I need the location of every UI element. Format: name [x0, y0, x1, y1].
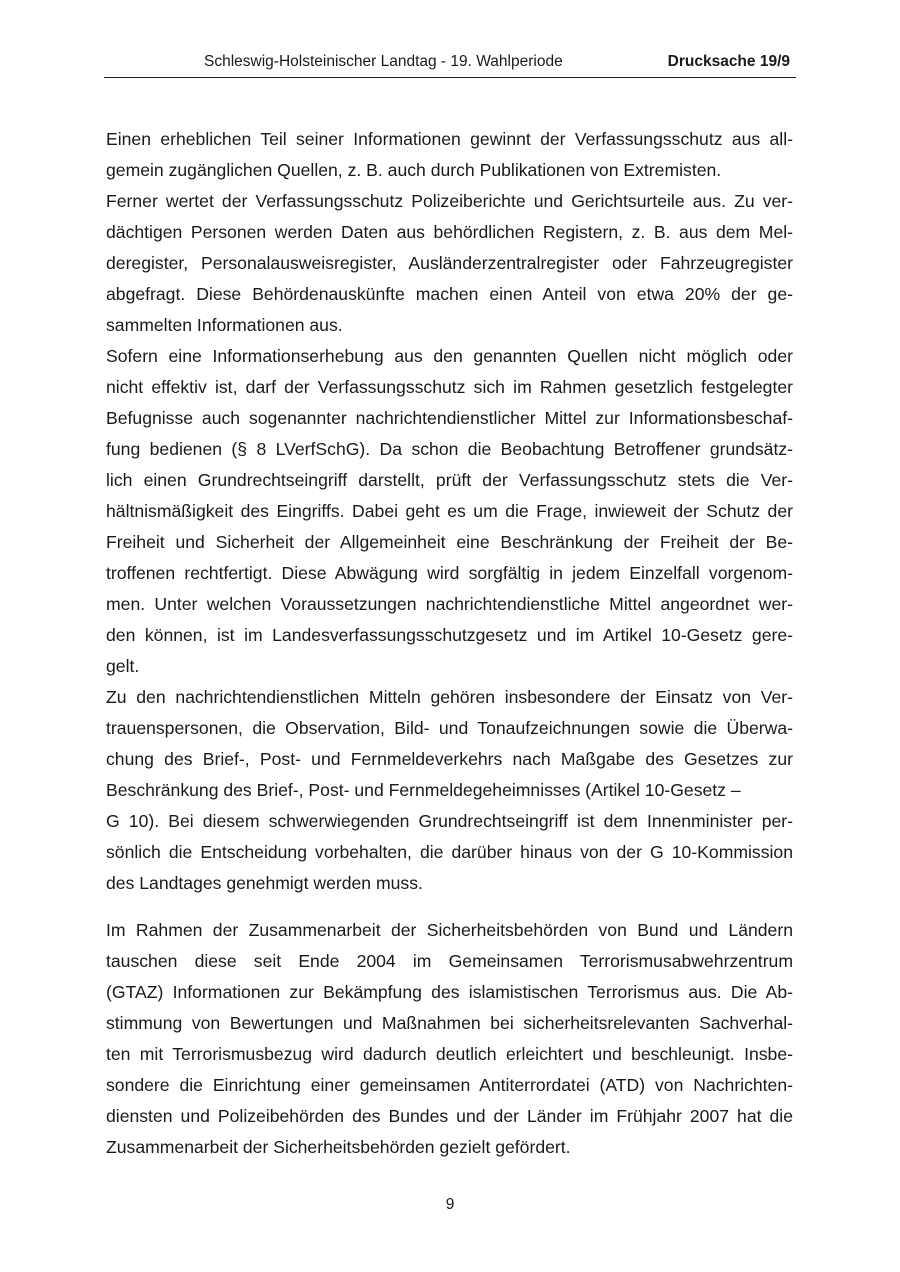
page-number: 9 [445, 1196, 455, 1213]
text-line: diensten und Polizeibehörden des Bundes und der Länder im Frühjahr 2007 hat die [106, 1106, 793, 1126]
text-line: fung bedienen (§ 8 LVerfSchG). Da schon die Beobachtung Betroffener grundsätz- [106, 439, 793, 459]
text-line: Befugnisse auch sogenannter nachrichtendienstlicher Mittel zur Informationsbeschaf- [106, 408, 793, 428]
paragraph [106, 341, 793, 682]
text-line: Einen erheblichen Teil seiner Informationen gewinnt der Verfassungsschutz aus all- [106, 129, 793, 149]
document-number: Drucksache 19/9 [667, 53, 790, 70]
text-line: (GTAZ) Informationen zur Bekämpfung des islamistischen Terrorismus aus. Die Ab- [106, 982, 793, 1002]
paragraph [106, 186, 793, 341]
paragraph-spacer [106, 899, 793, 915]
text-line: des Landtages genehmigt werden muss. [106, 873, 423, 893]
text-line: stimmung von Bewertungen und Maßnahmen bei sicherheitsrelevanten Sachverhal- [106, 1013, 793, 1033]
text-line: men. Unter welchen Voraussetzungen nachrichtendienstliche Mittel angeordnet wer- [106, 594, 793, 614]
text-line: deregister, Personalausweisregister, Ausländerzentralregister oder Fahrzeugregister [106, 253, 793, 273]
text-line: lich einen Grundrechtseingriff darstellt, prüft der Verfassungsschutz stets die Ver- [106, 470, 793, 490]
paragraph [106, 124, 793, 186]
text-line: sönlich die Entscheidung vorbehalten, die darüber hinaus von der G 10-Kommission [106, 842, 793, 862]
text-line: chung des Brief-, Post- und Fernmeldeverkehrs nach Maßgabe des Gesetzes zur [106, 749, 793, 769]
text-line: trauenspersonen, die Observation, Bild- und Tonaufzeichnungen sowie die Überwa- [106, 718, 793, 738]
text-line: Beschränkung des Brief-, Post- und Fernmeldegeheimnisses (Artikel 10-Gesetz – [106, 780, 741, 800]
text-line: troffenen rechtfertigt. Diese Abwägung wird sorgfältig in jedem Einzelfall vorgenom- [106, 563, 793, 583]
document-body [106, 124, 793, 1163]
header-title: Schleswig-Holsteinischer Landtag - 19. Wahlperiode [204, 53, 563, 70]
paragraph [106, 682, 793, 899]
text-line: Zusammenarbeit der Sicherheitsbehörden gezielt gefördert. [106, 1137, 571, 1157]
text-line: hältnismäßigkeit des Eingriffs. Dabei geht es um die Frage, inwieweit der Schutz der [106, 501, 793, 521]
text-line: gelt. [106, 656, 140, 676]
text-line: Ferner wertet der Verfassungsschutz Polizeiberichte und Gerichtsurteile aus. Zu ver- [106, 191, 793, 211]
text-line: Im Rahmen der Zusammenarbeit der Sicherheitsbehörden von Bund und Ländern [106, 920, 793, 940]
text-line: Zu den nachrichtendienstlichen Mitteln gehören insbesondere der Einsatz von Ver- [106, 687, 793, 707]
text-line: dächtigen Personen werden Daten aus behördlichen Registern, z. B. aus dem Mel- [106, 222, 793, 242]
text-line: ten mit Terrorismusbezug wird dadurch deutlich erleichtert und beschleunigt. Insbe- [106, 1044, 793, 1064]
paragraph [106, 915, 793, 1163]
text-line: gemein zugänglichen Quellen, z. B. auch durch Publikationen von Extremisten. [106, 160, 722, 180]
text-line: nicht effektiv ist, darf der Verfassungsschutz sich im Rahmen gesetzlich festgelegter [106, 377, 793, 397]
text-line: Sofern eine Informationserhebung aus den genannten Quellen nicht möglich oder [106, 346, 793, 366]
page-header [104, 50, 796, 78]
text-line: tauschen diese seit Ende 2004 im Gemeinsamen Terrorismusabwehrzentrum [106, 951, 793, 971]
text-line: sammelten Informationen aus. [106, 315, 343, 335]
text-line: den können, ist im Landesverfassungsschutzgesetz und im Artikel 10-Gesetz gere- [106, 625, 793, 645]
text-line: sondere die Einrichtung einer gemeinsamen Antiterrordatei (ATD) von Nachrichten- [106, 1075, 793, 1095]
text-line: abgefragt. Diese Behördenauskünfte machen einen Anteil von etwa 20% der ge- [106, 284, 793, 304]
text-line: Freiheit und Sicherheit der Allgemeinheit eine Beschränkung der Freiheit der Be- [106, 532, 793, 552]
text-line: G 10). Bei diesem schwerwiegenden Grundrechtseingriff ist dem Innenminister per- [106, 811, 793, 831]
